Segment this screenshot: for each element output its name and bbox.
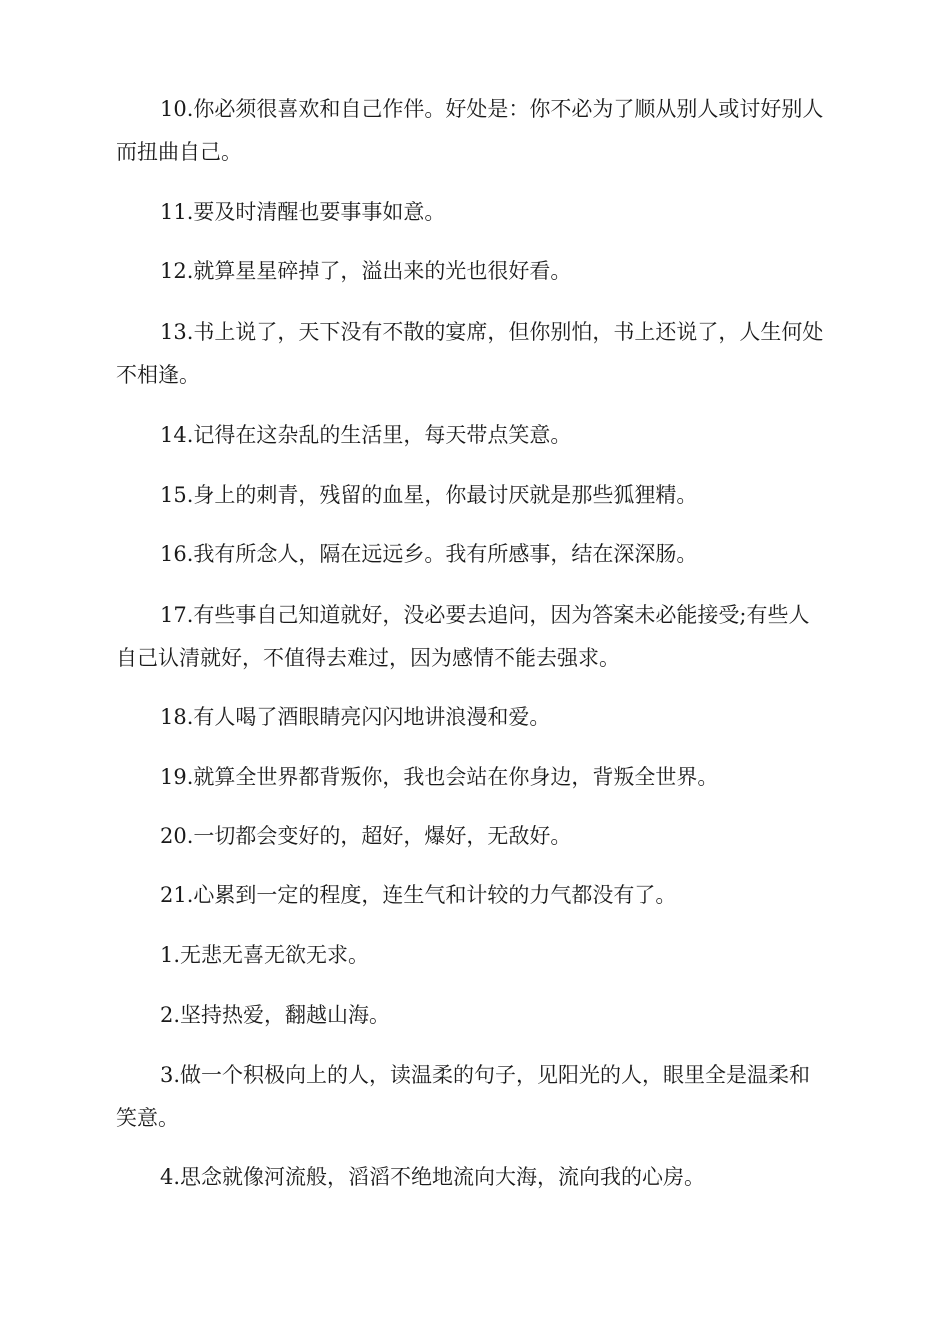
paragraph-13: 13.书上说了，天下没有不散的宴席，但你别怕，书上还说了，人生何处不相逢。 <box>116 320 824 387</box>
paragraph-18: 18.有人喝了酒眼睛亮闪闪地讲浪漫和爱。 <box>160 705 551 729</box>
paragraph-19: 19.就算全世界都背叛你，我也会站在你身边，背叛全世界。 <box>160 765 719 789</box>
paragraph-11: 11.要及时清醒也要事事如意。 <box>160 200 446 224</box>
paragraph-21: 21.心累到一定的程度，连生气和计较的力气都没有了。 <box>160 883 677 907</box>
paragraph-15: 15.身上的刺青，残留的血星，你最讨厌就是那些狐狸精。 <box>160 483 698 507</box>
paragraph-4: 4.思念就像河流般，滔滔不绝地流向大海，流向我的心房。 <box>160 1165 706 1189</box>
paragraph-12: 12.就算星星碎掉了，溢出来的光也很好看。 <box>160 259 572 283</box>
paragraph-14: 14.记得在这杂乱的生活里，每天带点笑意。 <box>160 423 572 447</box>
paragraph-3: 3.做一个积极向上的人，读温柔的句子，见阳光的人，眼里全是温柔和笑意。 <box>116 1063 811 1130</box>
paragraph-1: 1.无悲无喜无欲无求。 <box>160 943 370 967</box>
paragraph-17: 17.有些事自己知道就好，没必要去追问，因为答案未必能接受;有些人自己认清就好，不值得去难过，因为感情不能去强求。 <box>116 603 810 670</box>
paragraph-16: 16.我有所念人，隔在远远乡。我有所感事，结在深深肠。 <box>160 542 698 566</box>
paragraph-10: 10.你必须很喜欢和自己作伴。好处是：你不必为了顺从别人或讨好别人而扭曲自己。 <box>116 97 824 164</box>
paragraph-20: 20.一切都会变好的，超好，爆好，无敌好。 <box>160 824 572 848</box>
paragraph-2: 2.坚持热爱，翻越山海。 <box>160 1003 391 1027</box>
